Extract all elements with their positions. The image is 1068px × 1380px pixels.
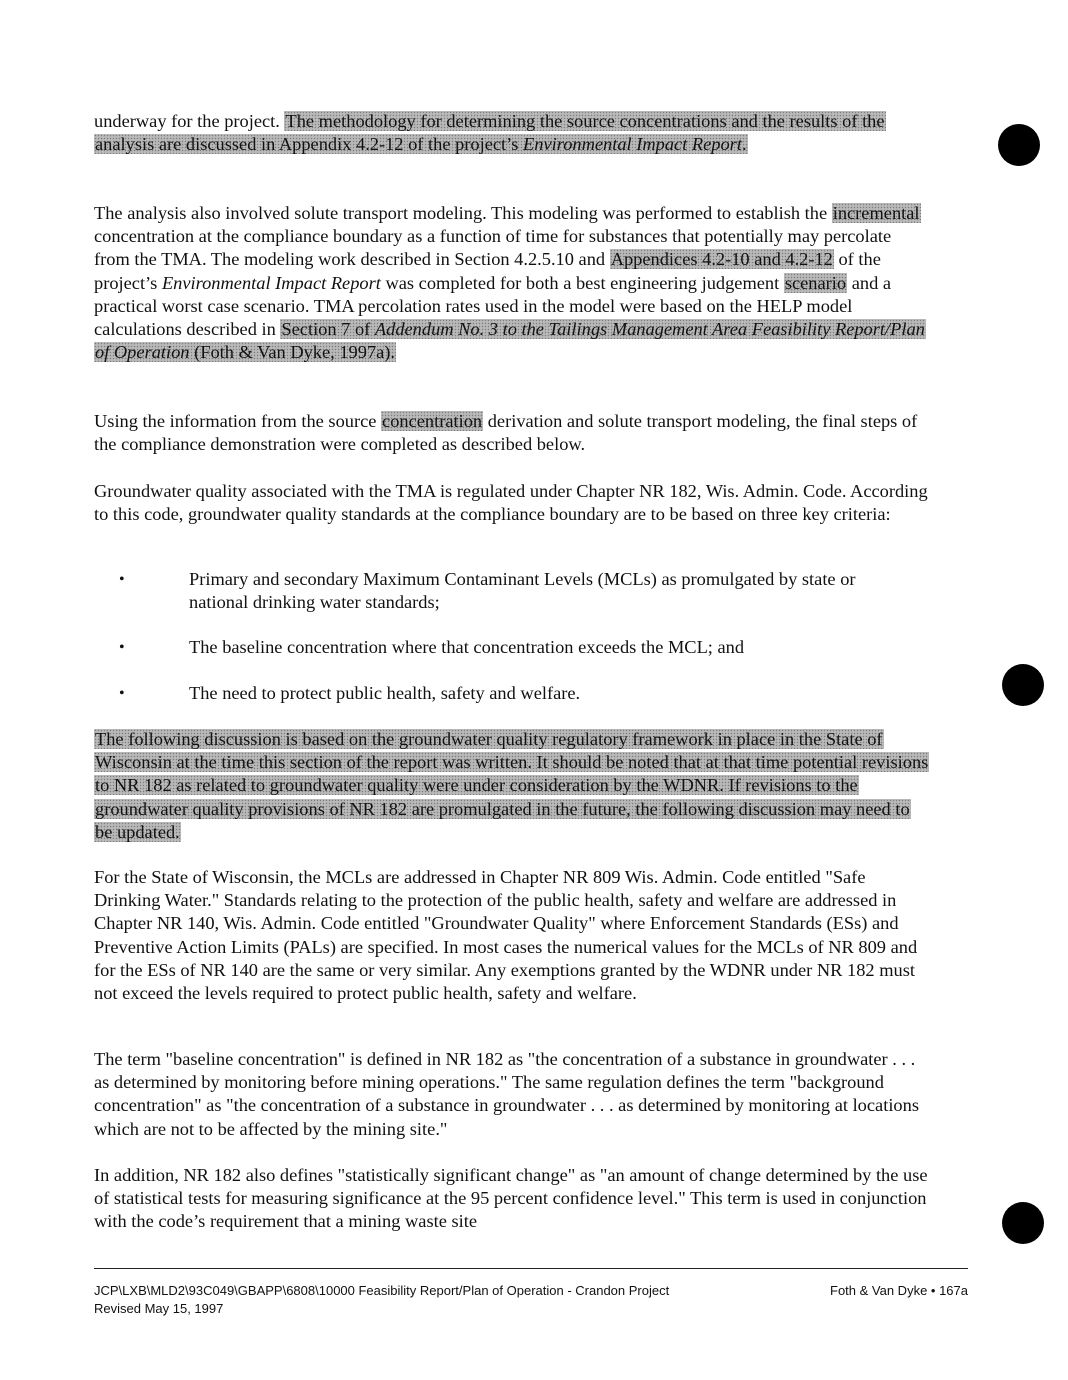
paragraph-regulatory-framework: The following discussion is based on the groundwater quality regulatory framework in place in the State of Wisconsin at the time this section of the report was written. It should be noted that at that time potential revisions to NR 182 as related to groundwater quality were under consideration by the WDNR. If revisions to the groundwater quality provisions of NR 182 are promulgated in the future, the following discussion may need to be updated. <box>95 729 929 842</box>
criteria-list-item: • The baseline concentration where that concentration exceeds the MCL; and <box>116 636 896 659</box>
footer-revision-date: Revised May 15, 1997 <box>94 1301 224 1316</box>
hole-punch-bottom <box>1002 1202 1044 1244</box>
bullet-icon: • <box>119 639 125 657</box>
bullet-icon: • <box>119 571 125 588</box>
footer-document-info <box>94 1282 669 1318</box>
footer-firm-page-number: Foth & Van Dyke • 167a <box>830 1283 968 1298</box>
criteria-list-item: • The need to protect public health, safety and welfare. <box>116 682 896 705</box>
paragraph-baseline-concentration: The term "baseline concentration" is defined in NR 182 as "the concentration of a substance in groundwater . . . as determined by monitoring before mining operations." The same regulation defines the term "background concentration" as "the concentration of a substance in groundwater . . . as determined by monitoring at locations which are not to be affected by the mining site." <box>94 1049 919 1139</box>
footer-divider <box>94 1268 968 1269</box>
hole-punch-top <box>998 124 1040 166</box>
paragraph-statistical-change: In addition, NR 182 also defines "statistically significant change" as "an amount of change determined by the use of statistical tests for measuring significance at the 95 percent confidence level." This term is used in conjunction with the code’s requirement that a mining waste site <box>94 1165 928 1232</box>
criteria-list <box>116 568 896 705</box>
paragraph-mcl-standards: For the State of Wisconsin, the MCLs are addressed in Chapter NR 809 Wis. Admin. Code entitled "Safe Drinking Water." Standards relating to the protection of the public health, safety and welfare are addressed in Chapter NR 140, Wis. Admin. Code entitled "Groundwater Quality" where Enforcement Standards (ESs) and Preventive Action Limits (PALs) are specified. In most cases the numerical values for the MCLs of NR 809 and for the ESs of NR 140 are the same or very similar. Any exemptions granted by the WDNR under NR 182 must not exceed the levels required to protect public health, safety and welfare. <box>94 867 918 1004</box>
paragraph-nr182-criteria: Groundwater quality associated with the TMA is regulated under Chapter NR 182, Wis. Admin. Code. According to this code, groundwater quality standards at the compliance boundary are to be based on three key criteria: <box>94 481 928 525</box>
paragraph-solute-transport: The analysis also involved solute transport modeling. This modeling was performed to establish the incremental concentration at the compliance boundary as a function of time for substances that potentially may percolate from the TMA. The modeling work described in Section 4.2.5.10 and Appendices 4.2-10 and 4.2-12 of the project’s Environmental Impact Report was completed for both a best engineering judgement scenario and a practical worst case scenario. TMA percolation rates used in the model were based on the HELP model calculations described in Section 7 of Addendum No. 3 to the Tailings Management Area Feasibility Report/Plan of Operation (Foth & Van Dyke, 1997a). <box>94 203 925 363</box>
footer-file-path: JCP\LXB\MLD2\93C049\GBAPP\6808\10000 Feasibility Report/Plan of Operation - Crandon Project <box>94 1283 670 1298</box>
hole-punch-middle <box>1002 664 1044 706</box>
paragraph-final-steps: Using the information from the source concentration derivation and solute transport modeling, the final steps of the compliance demonstration were completed as described below. <box>94 411 918 455</box>
bullet-icon: • <box>119 684 125 702</box>
criteria-list-item: • Primary and secondary Maximum Contaminant Levels (MCLs) as promulgated by state or national drinking water standards; <box>119 569 856 613</box>
paragraph-methodology: underway for the project. The methodology for determining the source concentrations and the results of the analysis are discussed in Appendix 4.2-12 of the project’s Environmental Impact Report. <box>94 111 885 155</box>
